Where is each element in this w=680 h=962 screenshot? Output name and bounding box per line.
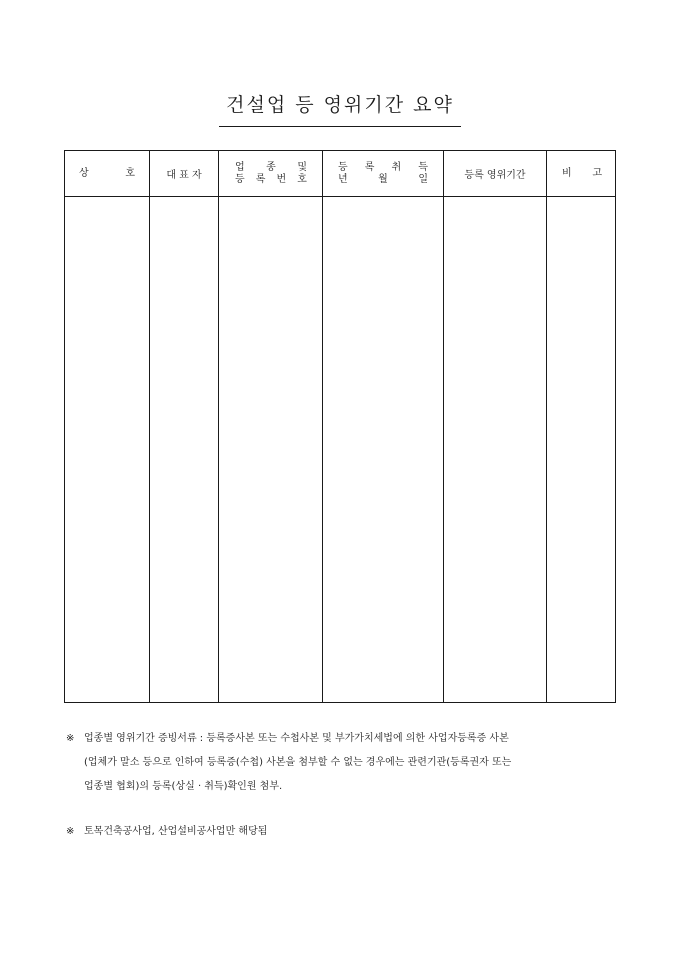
note-2 [66, 826, 267, 838]
summary-table [64, 150, 616, 703]
header-text: 득 [418, 161, 428, 173]
header-text: 호 [125, 167, 135, 179]
header-remarks [562, 151, 602, 196]
title-underline [219, 126, 461, 127]
header-text: 호 [297, 173, 307, 185]
document-title: 건설업 등 영위기간 요약 [226, 94, 454, 116]
header-text: 등 [235, 173, 245, 185]
note-text: 토목건축공사업, 산업설비공사업만 해당됨 [84, 826, 268, 837]
header-text: 종 [266, 161, 276, 173]
note-1 [66, 733, 509, 745]
header-text: 월 [378, 173, 388, 185]
column-divider [218, 151, 219, 702]
header-text: 번 [276, 173, 287, 185]
column-divider [546, 151, 547, 702]
header-period [444, 151, 546, 196]
column-divider [322, 151, 323, 702]
header-acquisition-date [338, 151, 428, 196]
header-text: 일 [418, 173, 428, 185]
note-1-continued: (업체가 말소 등으로 인하여 등록증(수첩) 사본을 첨부할 수 없는 경우에는 관련기관(등록권자 또는 [84, 757, 512, 768]
header-text: 년 [338, 173, 348, 185]
header-text: 비 [562, 167, 572, 179]
reference-mark: ※ [66, 733, 75, 744]
column-divider [149, 151, 150, 702]
header-text: 록 [255, 173, 266, 185]
header-text: 록 [364, 161, 375, 173]
header-text: 등록 영위기간 [464, 170, 526, 181]
header-text: 고 [592, 167, 602, 179]
header-text: 상 [79, 167, 89, 179]
header-company-name [79, 151, 135, 196]
column-divider [443, 151, 444, 702]
header-text: 등 [338, 161, 348, 173]
note-1-continued: 업종별 협회)의 등록(상실 · 취득)확인원 첨부. [84, 781, 283, 792]
header-text: 업 [235, 161, 245, 173]
header-text: 대 표 자 [166, 170, 202, 181]
header-text: 취 [391, 161, 402, 173]
header-representative [150, 151, 218, 196]
header-text: 및 [297, 161, 307, 173]
note-text: 업종별 영위기간 증빙서류 : 등록증사본 또는 수첩사본 및 부가가치세법에 의한 사업자등록증 사본 [84, 733, 509, 744]
reference-mark: ※ [66, 826, 75, 837]
header-industry-registration [235, 151, 307, 196]
